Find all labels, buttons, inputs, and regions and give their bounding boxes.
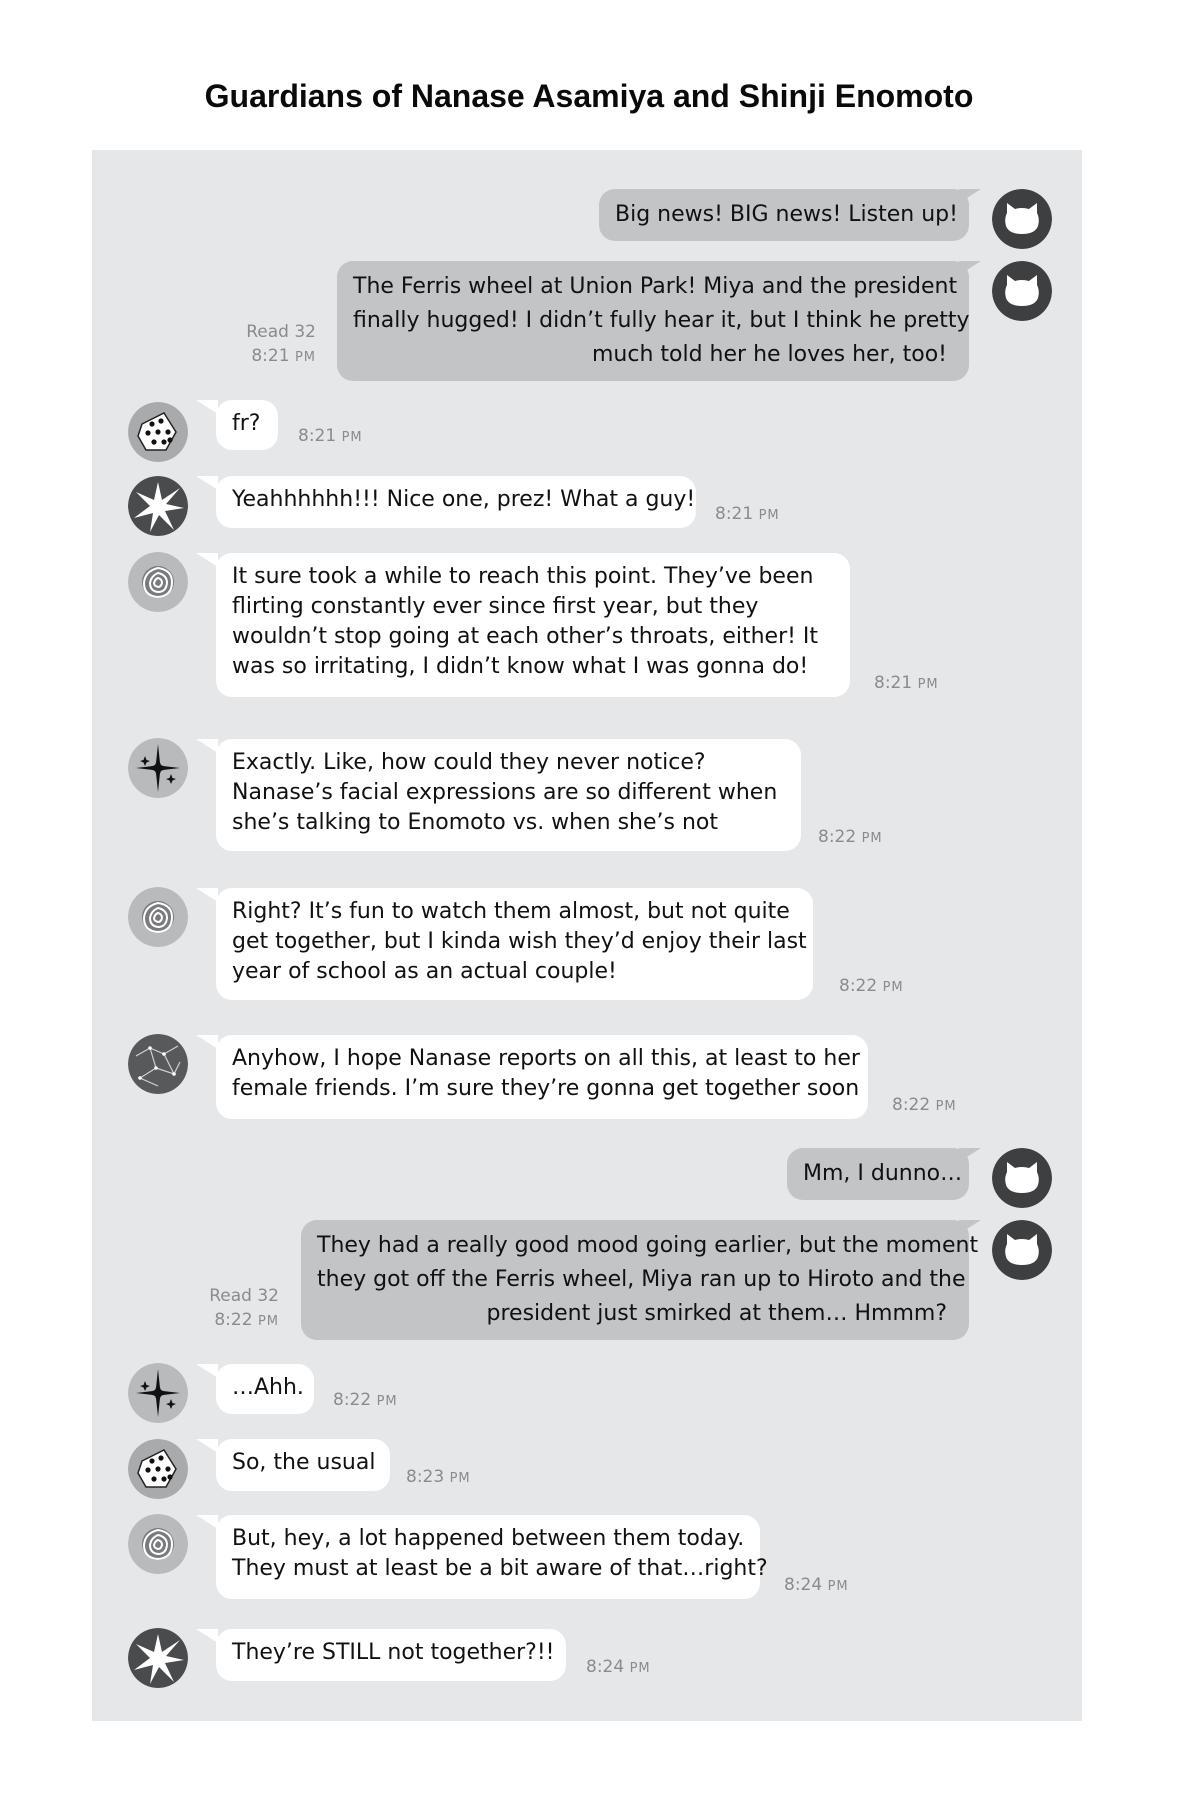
message-timestamp: 8:22 PM: [892, 1095, 957, 1115]
message-text: female friends. I’m sure they’re gonna get together soon: [232, 1076, 860, 1101]
constellation-avatar-icon[interactable]: [128, 1034, 188, 1094]
message-text: They’re STILL not together?!!: [232, 1640, 555, 1665]
message-timestamp: 8:23 PM: [406, 1467, 471, 1487]
dice-avatar-icon[interactable]: [128, 402, 188, 462]
cat-avatar-icon[interactable]: [992, 1148, 1052, 1208]
bubble-tail: [959, 189, 981, 203]
bubble-tail: [196, 888, 218, 902]
message-text: was so irritating, I didn’t know what I was gonna do!: [232, 654, 809, 679]
message-bubble[interactable]: [337, 261, 969, 381]
message-bubble[interactable]: [216, 476, 696, 528]
message-text: they got off the Ferris wheel, Miya ran up to Hiroto and the: [317, 1267, 966, 1292]
message-text: The Ferris wheel at Union Park! Miya and the president: [353, 274, 958, 299]
message-bubble[interactable]: [216, 553, 850, 697]
message-bubble[interactable]: [216, 1364, 314, 1414]
read-receipt: Read 32 8:21 PM: [246, 322, 316, 366]
message-timestamp: 8:22 PM: [839, 976, 904, 996]
cat-avatar-icon[interactable]: [992, 189, 1052, 249]
message-text: flirting constantly ever since first year, but they: [232, 594, 759, 619]
message-text: Yeahhhhhh!!! Nice one, prez! What a guy!: [232, 487, 696, 512]
message-timestamp: 8:21 PM: [298, 426, 363, 446]
cat-avatar-icon[interactable]: [992, 1220, 1052, 1280]
message-text: They must at least be a bit aware of that…right?: [232, 1556, 768, 1581]
message-timestamp: 8:24 PM: [784, 1575, 849, 1595]
bubble-tail: [196, 1364, 218, 1378]
message-bubble[interactable]: [216, 1629, 566, 1681]
bubble-tail: [959, 1148, 981, 1162]
cat-avatar-icon[interactable]: [992, 261, 1052, 321]
read-receipt: Read 32 8:22 PM: [209, 1286, 279, 1330]
bubble-tail: [196, 476, 218, 490]
message-text: Exactly. Like, how could they never notice?: [232, 750, 706, 775]
bubble-tail: [196, 553, 218, 567]
message-bubble[interactable]: [787, 1148, 969, 1200]
message-timestamp: 8:21 PM: [874, 673, 939, 693]
message-timestamp: 8:24 PM: [586, 1657, 651, 1677]
sparkle-avatar-icon[interactable]: [128, 1363, 188, 1423]
bubble-tail: [196, 1629, 218, 1643]
message-text: president just smirked at them… Hmmm?: [486, 1301, 947, 1326]
message-text: finally hugged! I didn’t fully hear it, but I think he pretty: [353, 308, 970, 333]
bubble-tail: [959, 261, 981, 275]
message-text: But, hey, a lot happened between them today.: [232, 1526, 745, 1551]
message-text: get together, but I kinda wish they’d enjoy their last: [232, 929, 807, 954]
message-text: Right? It’s fun to watch them almost, but not quite: [232, 899, 790, 924]
message-text: fr?: [232, 411, 261, 436]
bubble-tail: [196, 1035, 218, 1049]
message-text: It sure took a while to reach this point. They’ve been: [232, 564, 814, 589]
message-text: year of school as an actual couple!: [232, 959, 617, 984]
message-text: Anyhow, I hope Nanase reports on all this, at least to her: [232, 1046, 860, 1071]
star-avatar-icon[interactable]: [128, 476, 188, 536]
message-bubble[interactable]: [216, 888, 813, 1000]
message-timestamp: 8:22 PM: [333, 1390, 398, 1410]
message-bubble[interactable]: [216, 1439, 390, 1491]
bubble-tail: [196, 739, 218, 753]
sparkle-avatar-icon[interactable]: [128, 738, 188, 798]
bubble-tail: [959, 1220, 981, 1234]
message-text: much told her he loves her, too!: [591, 342, 947, 367]
message-text: They had a really good mood going earlier, but the moment: [317, 1233, 979, 1258]
message-bubble[interactable]: [216, 739, 801, 851]
message-text: wouldn’t stop going at each other’s throats, either! It: [232, 624, 819, 649]
message-text: she’s talking to Enomoto vs. when she’s not: [232, 810, 719, 835]
bubble-tail: [196, 1515, 218, 1529]
message-bubble[interactable]: [216, 1515, 768, 1599]
message-text: So, the usual: [232, 1450, 376, 1475]
message-bubble[interactable]: [216, 1035, 868, 1119]
dice-avatar-icon[interactable]: [128, 1439, 188, 1499]
star-avatar-icon[interactable]: [128, 1628, 188, 1688]
rose-avatar-icon[interactable]: [128, 1514, 188, 1574]
chat-title: Guardians of Nanase Asamiya and Shinji Enomoto: [204, 78, 974, 114]
rose-avatar-icon[interactable]: [128, 552, 188, 612]
rose-avatar-icon[interactable]: [128, 887, 188, 947]
message-timestamp: 8:21 PM: [715, 504, 780, 524]
message-text: …Ahh.: [232, 1375, 304, 1400]
message-timestamp: 8:22 PM: [818, 827, 883, 847]
message-text: Nanase’s facial expressions are so different when: [232, 780, 778, 805]
message-bubble[interactable]: [599, 189, 969, 241]
message-text: Mm, I dunno…: [803, 1161, 963, 1186]
message-bubble[interactable]: [216, 400, 278, 450]
message-bubble[interactable]: [301, 1220, 979, 1340]
bubble-tail: [196, 400, 218, 414]
message-text: Big news! BIG news! Listen up!: [615, 202, 958, 227]
bubble-tail: [196, 1439, 218, 1453]
